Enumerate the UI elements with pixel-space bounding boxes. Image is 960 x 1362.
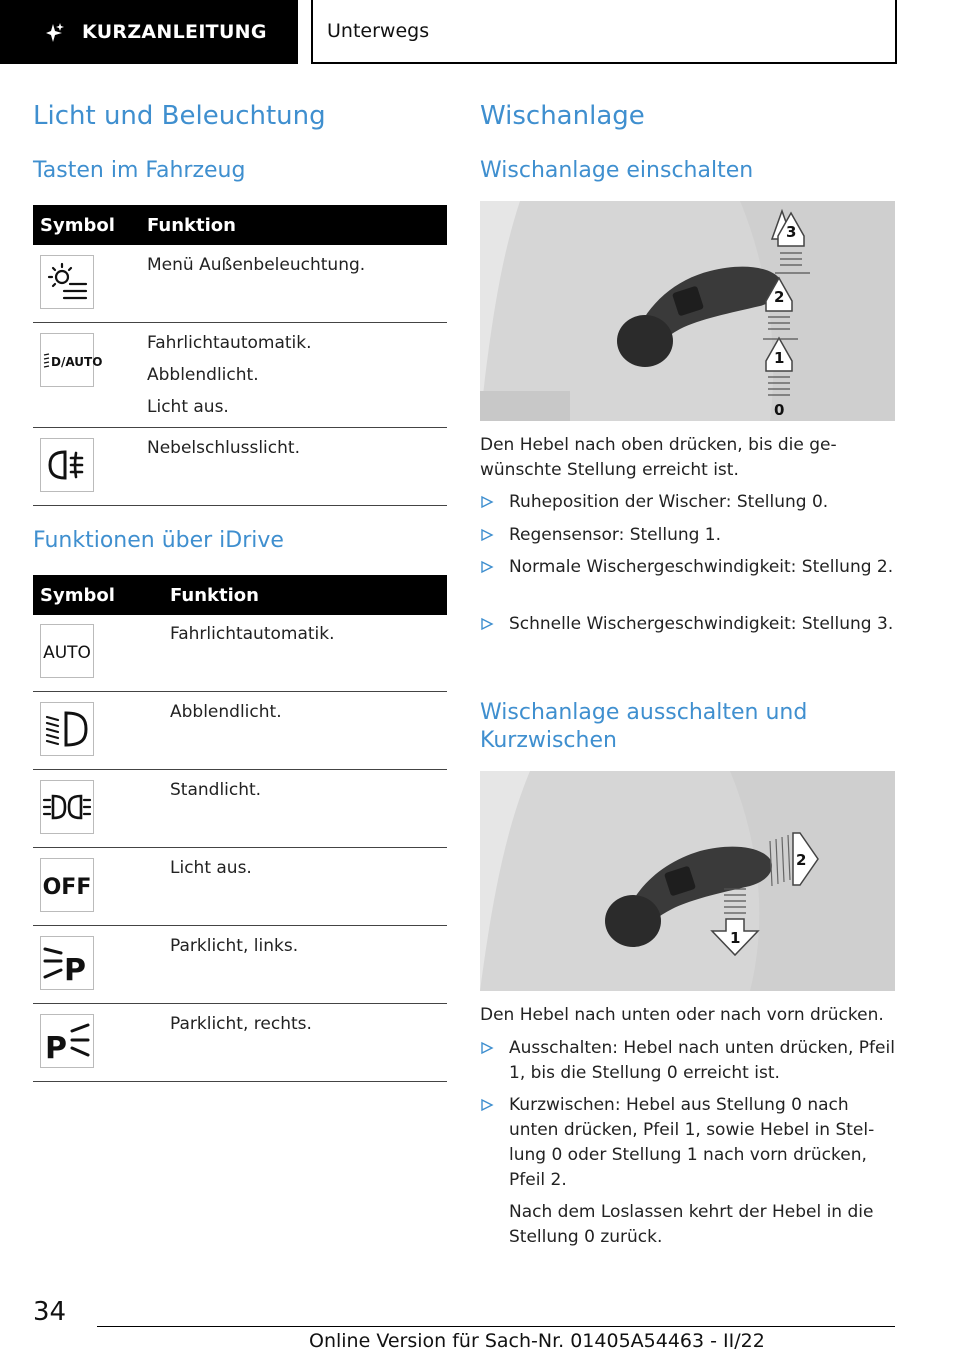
table-header <box>33 575 447 615</box>
section-tab[interactable] <box>0 0 298 64</box>
table-row <box>33 245 447 323</box>
function-text: Parklicht, links. <box>170 936 299 956</box>
left-subheading-1: Tasten im Fahrzeug <box>33 158 246 183</box>
footer-text: Online Version für Sach-Nr. 01405A54463 - II/22 <box>309 1330 765 1352</box>
table-row <box>33 428 447 506</box>
function-text: Abblendlicht. <box>170 702 282 722</box>
subsection-label: Unterwegs <box>327 20 430 42</box>
function-text: Parklicht, rechts. <box>170 1014 312 1034</box>
auto-icon <box>40 624 94 678</box>
idrive-table <box>33 575 447 1082</box>
col-function: Funktion <box>170 584 259 606</box>
quick-guide-star-icon <box>44 21 66 43</box>
bullet-triangle-icon <box>480 492 494 512</box>
function-text: Fahrlichtautomatik. Abblendlicht. Licht aus. <box>147 333 312 417</box>
table-header <box>33 205 447 245</box>
section-label: KURZANLEITUNG <box>82 21 267 43</box>
function-text: Menü Außenbeleuchtung. <box>147 255 366 275</box>
svg-text:D/AUTO: D/AUTO <box>51 355 103 369</box>
parking-light-left-icon <box>40 936 94 990</box>
col-symbol: Symbol <box>40 214 115 236</box>
svg-text:P: P <box>45 1031 67 1066</box>
col-symbol: Symbol <box>40 584 115 606</box>
right-title: Wischanlage <box>480 101 645 131</box>
list-item: Ruheposition der Wischer: Stellung 0. <box>480 490 900 515</box>
rear-fog-light-icon <box>40 438 94 492</box>
auto-headlight-icon <box>40 333 103 387</box>
left-title: Licht und Beleuchtung <box>33 101 326 131</box>
function-text: Licht aus. <box>170 858 252 878</box>
right-subheading-2: Wischanlage ausschalten und Kurzwischen <box>480 700 808 753</box>
table-row <box>33 770 447 848</box>
buttons-table <box>33 205 447 506</box>
off-icon <box>40 858 94 912</box>
list-item: Normale Wischergeschwindigkeit: Stellung 2. <box>480 555 900 580</box>
svg-text:2: 2 <box>796 851 807 869</box>
wiper-off-illustration <box>480 771 895 991</box>
low-beam-icon <box>40 702 94 756</box>
table-row <box>33 323 447 428</box>
svg-text:P: P <box>64 953 86 988</box>
table-row <box>33 692 447 770</box>
svg-text:1: 1 <box>730 929 741 947</box>
svg-text:1: 1 <box>774 349 785 367</box>
bullet-triangle-icon <box>480 1038 494 1058</box>
svg-text:AUTO: AUTO <box>43 643 91 663</box>
subsection-tab[interactable] <box>311 0 897 64</box>
function-text: Standlicht. <box>170 780 262 800</box>
svg-text:3: 3 <box>786 223 797 241</box>
right-subheading-1: Wischanlage einschalten <box>480 158 754 183</box>
list-item: Regensensor: Stellung 1. <box>480 523 900 548</box>
left-subheading-2: Funktionen über iDrive <box>33 528 284 553</box>
list-item: Schnelle Wischergeschwindigkeit: Stellung 3. <box>480 612 900 637</box>
table-row <box>33 1004 447 1082</box>
table-row <box>33 926 447 1004</box>
list-item: Ausschalten: Hebel nach unten drücken, Pfeil 1, bis die Stellung 0 erreicht ist. <box>480 1036 900 1086</box>
paragraph-2: Den Hebel nach unten oder nach vorn drücken. <box>480 1005 884 1025</box>
bullet-triangle-icon <box>480 614 494 634</box>
function-text: Fahrlichtautomatik. <box>170 624 335 644</box>
wiper-on-illustration <box>480 201 895 421</box>
col-function: Funktion <box>147 214 236 236</box>
table-row <box>33 848 447 926</box>
parking-light-icon <box>40 780 94 834</box>
paragraph-1: Den Hebel nach oben drücken, bis die gewünschte Stellung erreicht ist. <box>480 435 837 480</box>
svg-text:2: 2 <box>774 288 785 306</box>
exterior-light-menu-icon <box>40 255 94 309</box>
parking-light-right-icon <box>40 1014 94 1068</box>
page-number: 34 <box>33 1297 67 1327</box>
table-row <box>33 615 447 692</box>
bullet-triangle-icon <box>480 557 494 577</box>
svg-text:OFF: OFF <box>42 875 92 900</box>
note-text: Nach dem Loslassen kehrt der Hebel in die Stellung 0 zurück. <box>509 1202 874 1247</box>
bullet-triangle-icon <box>480 1095 494 1115</box>
svg-text:0: 0 <box>774 401 785 419</box>
function-text: Nebelschlusslicht. <box>147 438 300 458</box>
bullet-triangle-icon <box>480 525 494 545</box>
footer-divider <box>97 1326 895 1327</box>
list-item: Kurzwischen: Hebel aus Stellung 0 nach unten drücken, Pfeil 1, sowie Hebel in Stellung 0 oder Stellung 1 nach vorn drücken, Pfeil 2. <box>480 1093 900 1193</box>
